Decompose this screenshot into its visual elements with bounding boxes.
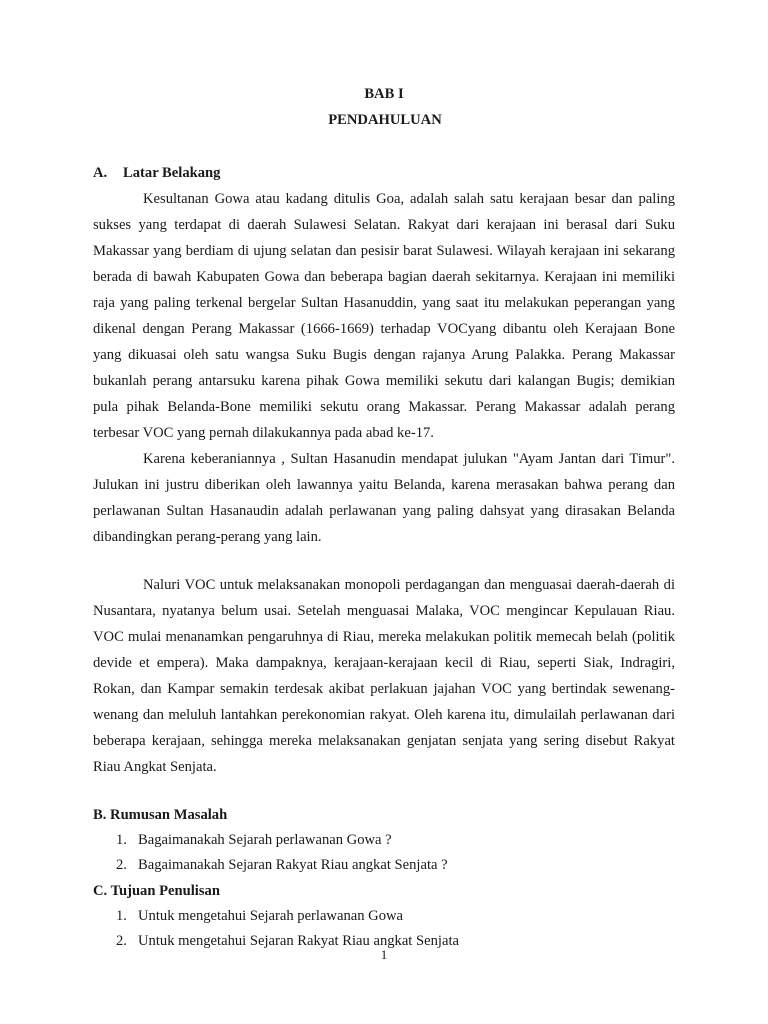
section-spacer [93, 780, 675, 802]
chapter-title: BAB I [364, 86, 404, 102]
paragraph-riau: Naluri VOC untuk melaksanakan monopoli perdagangan dan menguasai daerah-daerah di Nusantara, nyatanya belum usai. Setelah menguasai Malaka, VOC mengincar Kepulauan Riau. VOC mulai menanamkan pengaruhnya di Riau, mereka melakukan politik memecah belah (politik devide et empera). Maka dampaknya, kerajaan-kerajaan kecil di Riau, seperti Siak, Indragiri, Rokan, dan Kampar semakin terdesak akibat perlakuan jajahan VOC yang bertindak sewenang-wenang dan meluluh lantahkan perekonomian rakyat. Oleh karena itu, dimulailah perlawanan dari beberapa kerajaan, sehingga mereka melaksanakan genjatan senjata yang sering disebut Rakyat Riau Angkat Senjata. [93, 577, 675, 775]
document-body [93, 160, 675, 954]
list-number: 2. [116, 933, 127, 949]
list-item [93, 828, 675, 853]
paragraph-spacer [93, 550, 675, 572]
list-item [93, 904, 675, 929]
list-text: Untuk mengetahui Sejaran Rakyat Riau angkat Senjata [138, 933, 459, 949]
section-c-heading: C. Tujuan Penulisan [93, 883, 220, 899]
list-number: 1. [116, 832, 127, 848]
list-number: 2. [116, 857, 127, 873]
list-item [93, 853, 675, 878]
paragraph-gowa: Kesultanan Gowa atau kadang ditulis Goa, adalah salah satu kerajaan besar dan paling sukses yang terdapat di daerah Sulawesi Selatan. Rakyat dari kerajaan ini berasal dari Suku Makassar yang berdiam di ujung selatan dan pesisir barat Sulawesi. Wilayah kerajaan ini sekarang berada di bawah Kabupaten Gowa dan beberapa bagian daerah sekitarnya. Kerajaan ini memiliki raja yang paling terkenal bergelar Sultan Hasanuddin, yang saat itu melakukan peperangan yang dikenal dengan Perang Makassar (1666-1669) terhadap VOCyang dibantu oleh Kerajaan Bone yang dikuasai oleh satu wangsa Suku Bugis dengan rajanya Arung Palakka. Perang Makassar bukanlah perang antarsuku karena pihak Gowa memiliki sekutu dari kalangan Bugis; demikian pula pihak Belanda-Bone memiliki sekutu orang Makassar. Perang Makassar adalah perang terbesar VOC yang pernah dilakukannya pada abad ke-17. [93, 191, 675, 441]
list-text: Bagaimanakah Sejarah perlawanan Gowa ? [138, 832, 392, 848]
rumusan-list [93, 828, 675, 878]
list-text: Untuk mengetahui Sejarah perlawanan Gowa [138, 908, 404, 924]
paragraph-hasanudin: Karena keberaniannya , Sultan Hasanudin mendapat julukan "Ayam Jantan dari Timur". Julukan ini justru diberikan oleh lawannya yaitu Belanda, karena merasakan bahwa perang dan perlawanan Sultan Hasanaudin adalah perlawanan yang paling dahsyat yang dirasakan Belanda dibandingkan perang-perang yang lain. [93, 451, 675, 545]
list-text: Bagaimanakah Sejaran Rakyat Riau angkat Senjata ? [138, 857, 448, 873]
section-b-heading: B. Rumusan Masalah [93, 807, 228, 823]
section-a-letter: A. [93, 165, 108, 181]
page-number: 1 [380, 947, 388, 962]
section-a-heading [93, 160, 675, 186]
list-number: 1. [116, 908, 127, 924]
section-a-title: Latar Belakang [123, 165, 221, 181]
chapter-subtitle: PENDAHULUAN [328, 112, 442, 128]
